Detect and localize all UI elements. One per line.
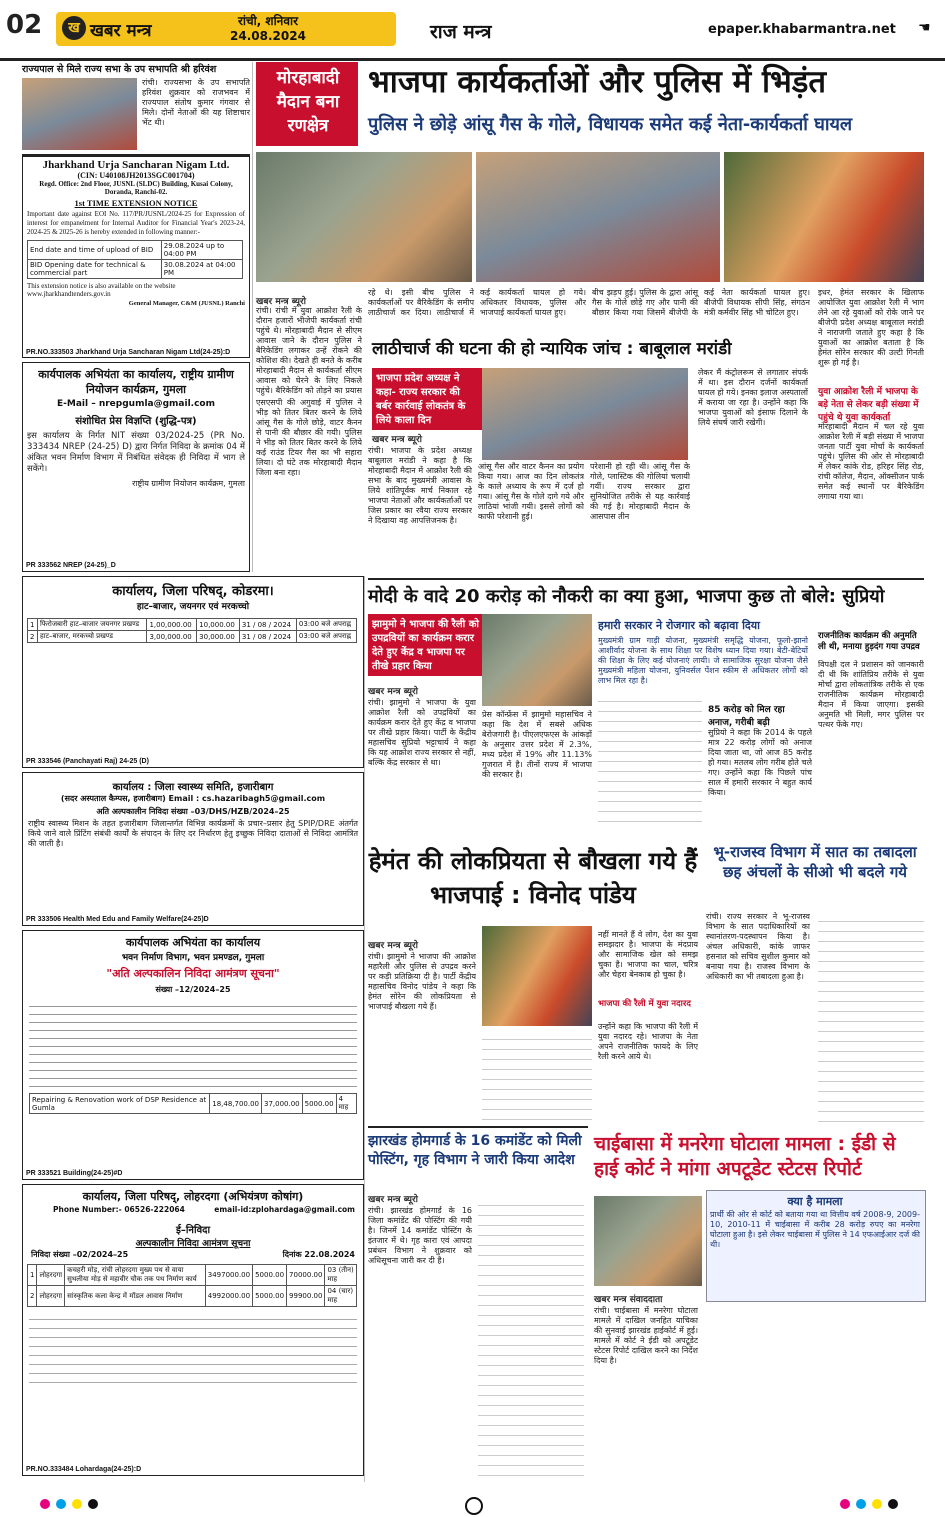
- ad-bcd-ref: संख्या –12/2024–25: [155, 985, 231, 994]
- registration-dot: [72, 1499, 82, 1509]
- sub1-byline: खबर मन्त्र ब्यूरो: [372, 435, 422, 445]
- print-footer: [0, 1493, 945, 1517]
- sub1-red-box: भाजपा प्रदेश अध्यक्ष ने कहा- राज्य सरकार की बर्बर कार्रवाई लोकतंत्र के लिये काला दिन: [372, 368, 482, 430]
- sub1-right-body: मोरहाबादी मैदान में चल रहे युवा आक्रोश रैली में बड़ी संख्या में भाजपा जनता पार्टी युवा मोर्चा के कार्यकर्ता पहुंचे। पुलिस की ओर से मोरहाबादी में लेकर कांके रोड, हरिहर सिंह रोड, रांची कॉलेज, मैदान, ऑक्सीजन पार्क समेत कई स्थानों पर बैरिकेडिंग लगाया गया था।: [818, 422, 924, 501]
- lead-photo-2: [476, 152, 720, 282]
- ad-lohardaga-refline: [23, 1249, 363, 1260]
- table-cell: 2: [28, 1286, 37, 1307]
- sub6-photo: [594, 1196, 702, 1286]
- sub2-side-title: हमारी सरकार ने रोजगार को बढ़ावा दिया: [598, 619, 760, 632]
- table-cell: 2: [28, 631, 38, 643]
- registration-dot: [88, 1499, 98, 1509]
- sub2-right-title: राजनीतिक कार्यक्रम की अनुमति ली थी, मनाया हुड़दंग गया उपद्रव: [818, 631, 920, 652]
- ad-bcd-notice: "अति अल्पकालिन निविदा आमंत्रण सूचना": [106, 967, 280, 980]
- sub3-body-lines: [482, 1030, 592, 1122]
- table-cell: 31 / 08 / 2024: [239, 631, 296, 643]
- table-cell: 3,00,000.00: [147, 631, 197, 643]
- registration-dot: [40, 1499, 50, 1509]
- lead-body-4: बीच झड़प हुई। पुलिस के द्वारा आंसू गैस के गोले छोड़े गए और पानी की बौछार किया गया जिसमें बीजेपी के कई नेता कार्यकर्ता घायल हुए। बीजेपी विधायक सीपी सिंह, संगठन मंत्री कर्मवीर सिंह भी चोटिल हुए।: [592, 288, 810, 317]
- ad-nrep-email: E-Mail – nrepgumla@gmail.com: [56, 399, 215, 409]
- section-title: राज मन्त्र: [430, 21, 492, 43]
- lead-subhead: पुलिस ने छोड़े आंसू गैस के गोले, विधायक समेत कई नेता-कार्यकर्ता घायल: [368, 114, 853, 135]
- brief-title: राज्यपाल से मिले राज्य सभा के उप सभापति श्री हरिवंश: [22, 64, 217, 75]
- column-rule: [364, 576, 365, 1482]
- table-cell: लोहरदगा: [37, 1286, 65, 1307]
- ad-jusnl-address: Regd. Office: 2nd Floor, JUSNL (SLDC) Building, Kusai Colony, Doranda, Ranchi-02.: [39, 180, 233, 196]
- sub2-red-box: झामुमो ने भाजपा की रैली को उपद्रवियों का कार्यक्रम करार देते हुए केंद्र व भाजपा पर तीखे प्रहार किया: [368, 614, 484, 676]
- sub5-byline: खबर मन्त्र ब्यूरो: [368, 1195, 418, 1205]
- ad-lohardaga-subtitle: ई–निविदा: [175, 1225, 211, 1236]
- sub4-headline: भू-राजस्व विभाग में सात का तबादला छह अंचलों के सीओ भी बदले गये: [713, 843, 917, 881]
- table-cell: फिरोजबारी हाट–बाजार जयनगर प्रखण्ड: [37, 619, 147, 631]
- table-cell: 3497000.00: [205, 1265, 252, 1286]
- sub1-headline: लाठीचार्ज की घटना की हो न्यायिक जांच : बाबूलाल मरांडी: [372, 339, 732, 359]
- sub2-body-3-lines: [598, 692, 702, 828]
- table-row: [28, 619, 357, 631]
- sub6-box-body: प्रार्थी की ओर से कोर्ट को बताया गया था वित्तीय वर्ष 2008-9, 2009-10, 2010-11 में चाईबासा में करीब 28 करोड़ रुपए का मनरेगा घोटाला हुआ है। इसे लेकर चाईबासा में पुलिस ने 14 एफआईआर दर्ज की थी।: [710, 1210, 920, 1249]
- sub1-photo: [482, 368, 688, 460]
- ad-jusnl-row2-value: 30.08.2024 at 04:00 PM: [161, 260, 242, 279]
- sub6-body: रांची। चाईबासा में मनरेगा घोटाला मामले में दाखिल जनहित याचिका की सुनवाई झारखंड हाईकोर्ट में हुई। मामले में कोर्ट ने ईडी को अपटूडेट स्टेटस रिपोर्ट दाखिल करने का निर्देश दिया है।: [594, 1306, 698, 1365]
- sub1-body-1: रांची। भाजपा के प्रदेश अध्यक्ष बाबूलाल मरांडी ने कहा है कि मोरहाबादी मैदान में आक्रोश रैली की सभा के बाद मुख्यमंत्री आवास के लिये शांतिपूर्वक मार्च निकाल रहे भाजपा नेताओं और कार्यकर्ताओं पर जिस प्रकार का रवैया राज्य सरकार ने दिखाया वह आपत्तिजनक है।: [368, 446, 472, 525]
- sub2-mini-body: सुप्रियो ने कहा कि 2014 के पहले मात्र 22 करोड़ लोगों को अनाज दिया जाता था, जो आज 85 करोड़ हो गया। मतलब लोग गरीब होते चले गए। उन्होंने कहा कि पिछले पांच साल में हमारी सरकार ने बहुत कार्य किया।: [708, 728, 812, 797]
- sub2-mini-title: 85 करोड़ को मिल रहा अनाज, गरीबी बढ़ी: [708, 705, 785, 728]
- sub3-body-2: नहीं मानते हैं वे लोग, देश का युवा समझदार है। भाजपा के मंदप्राय और सामाजिक खेल को समझ चुका है। भाजपा का चाल, चरित्र और चेहरा बेनकाब हो चुका है।: [598, 930, 698, 979]
- header-city-day: रांची, शनिवार: [237, 14, 299, 28]
- table-cell: 10,000.00: [197, 619, 240, 631]
- brand-name: खबर मन्त्र: [90, 21, 152, 41]
- ad-lohardaga-notice: अल्पकालीन निविदा आमंत्रण सूचना: [135, 1239, 251, 1249]
- ad-lohardaga-ref: निविदा संख्या –02/2024–25: [31, 1250, 129, 1259]
- sub6-box-title: क्या है मामला: [787, 1195, 843, 1208]
- table-cell: 03:00 बजे अपराह्न: [296, 631, 356, 643]
- table-cell: 03:00 बजे अपराह्न: [296, 619, 356, 631]
- sub5-headline: झारखंड होमगार्ड के 16 कमांडेंट को मिली पोस्टिंग, गृह विभाग ने जारी किया आदेश: [368, 1133, 582, 1168]
- ad-dhs-hazaribagh: [22, 772, 364, 926]
- ad-jusnl-table: [27, 240, 243, 279]
- sub2-photo: [482, 614, 592, 706]
- table-cell: लोहरदगा: [37, 1265, 65, 1286]
- lead-body-3: रहे थे। इसी बीच पुलिस ने कार्यकर्ताओं पर बैरिकेडिंग के समीप लाठीचार्ज कर दिया। लाठीचार्ज में कई कार्यकर्ता घायल हो गये। अधिकतर विधायक, पुलिस और भाजपाई कार्यकर्ता घायल हुए।: [368, 288, 586, 317]
- sub2-rule: [368, 578, 924, 580]
- ad-lohardaga-email: email-id:zplohardaga@gmail.com: [214, 1205, 355, 1214]
- ad-dhs-body: राष्ट्रीय स्वास्थ्य मिशन के तहत हजारीबाग जिलान्तर्गत विभिन्न कार्यक्रमों के प्रचार–प्रसार हेतु SPIP/DRE अंतर्गत किये जाने वाले प्रिंटिंग संबंधी कार्यों के संपादन के लिए दर निर्धारण हेतु इच्छुक निविदा दाताओं से निविदा आमंत्रित की जाती है।: [28, 819, 358, 848]
- sub5-body: रांची। झारखंड होमगार्ड के 16 जिला कमांडेंट की पोस्टिंग की गयी है। जिनमें 14 कमांडेंट पोस्टिंग के इंतजार में थे। गृह कारा एवं आपदा प्रबंधन विभाग ने शुक्रवार को अधिसूचना जारी कर दी है।: [368, 1206, 472, 1265]
- sub4-body-lines: [818, 912, 924, 1122]
- brief-body: रांची। राज्यसभा के उप सभापति हरिवंश शुक्रवार को राजभवन में राज्यपाल संतोष कुमार गंगवार से मिले। दोनों नेताओं की यह शिष्टाचार भेंट थी।: [142, 78, 250, 127]
- table-cell: 70000.00: [287, 1265, 325, 1286]
- ad-koderma-pr: PR 333546 (Panchayati Raj) 24-25 (D): [26, 758, 149, 765]
- ad-bcd-title: कार्यपालक अभियंता का कार्यालय: [125, 936, 261, 949]
- sub6-body-lines: [706, 1306, 924, 1480]
- sub6-headline: चाईबासा में मनरेगा घोटाला मामला : ईडी से हाई कोर्ट ने मांगा अपटूडेट स्टेटस रिपोर्ट: [594, 1133, 896, 1180]
- ad-nrep-pr: PR 333562 NREP (24-25)_D: [26, 562, 116, 569]
- ad-jusnl: [22, 156, 250, 358]
- table-row: [28, 631, 357, 643]
- lead-photo-3: [724, 152, 924, 282]
- table-cell: 5000.00: [253, 1286, 287, 1307]
- lead-headline: भाजपा कार्यकर्ताओं और पुलिस में भिड़ंत: [368, 64, 827, 100]
- table-row: [28, 1265, 357, 1286]
- registration-dot: [888, 1499, 898, 1509]
- ad-dhs-pr: PR 333506 Health Med Edu and Family Welfare(24-25)D: [26, 916, 209, 923]
- ad-nrep-sign: राष्ट्रीय ग्रामीण नियोजन कार्यक्रम, गुमला: [132, 479, 245, 488]
- ad-zp-lohardaga: [22, 1184, 364, 1476]
- page-number: 02: [6, 10, 43, 40]
- ad-bcd-table: [29, 1093, 357, 1114]
- ad-jusnl-footer: This extension notice is also available on the website www.jharkhandtenders.gov.in: [27, 282, 176, 298]
- table-cell: 30,000.00: [197, 631, 240, 643]
- table-cell: 04 (चार) माह: [325, 1286, 357, 1307]
- sub5-body-lines: [478, 1196, 584, 1480]
- ad-bcd-pr: PR 333521 Building(24-25)#D: [26, 1170, 123, 1177]
- table-cell: 1: [28, 1265, 37, 1286]
- ad-jusnl-row2-label: BID Opening date for technical & commercial part: [28, 260, 162, 279]
- brief-photo: [22, 78, 137, 150]
- ad-jusnl-row1-label: End date and time of upload of BID: [28, 241, 162, 260]
- table-cell: सांस्कृतिक कला केन्द्र में मॉडल आवास निर्माण: [65, 1286, 206, 1307]
- registration-target-icon: [465, 1497, 483, 1515]
- ad-dhs-notice: अति अल्पकालीन निविदा संख्या –03/DHS/HZB/2024–25: [96, 807, 290, 816]
- lead-body-2: एसएसपी की अगुवाई में पुलिस ने भीड़ को तितर बितर करने के लिये आंसू गैस के गोले छोड़े, वाटर कैनन से पानी की बौछार की गयी। पुलिस ने भीड़ को तितर बितर करने के लिये कई राउंड टियर गैस का भी सहारा लिया। दो घंटे तक मोरहाबादी मैदान जिला बना रहा।: [256, 398, 362, 477]
- ad-jusnl-sign: General Manager, C&M (JUSNL) Ranchi: [128, 300, 245, 307]
- ad-jusnl-title: Jharkhand Urja Sancharan Nigam Ltd.: [42, 159, 230, 171]
- ad-lohardaga-lines: [29, 1311, 357, 1391]
- sub1-body-2: आंसू गैस और वाटर कैनन का प्रयोग किया गया। आज का दिन लोकतंत्र के काले अध्याय के रूप में दर्ज हो गया। आंसू गैस के गोले दागे गये और लाठियां भांजी गयी। इससे लोगों को काफी परेशानी हुई।: [478, 462, 584, 521]
- ad-bcd-period: 4 माह: [336, 1094, 356, 1114]
- lead-byline: खबर मन्त्र ब्यूरो: [256, 297, 306, 307]
- table-row: [28, 1286, 357, 1307]
- ad-lohardaga-phone: Phone Number:- 06526-222064: [53, 1205, 185, 1214]
- epaper-link[interactable]: epaper.khabarmantra.net: [708, 22, 896, 37]
- ad-jusnl-pr: PR.NO.333503 Jharkhand Urja Sancharan Nigam Ltd(24-25):D: [26, 349, 231, 356]
- ad-bcd-lines: [29, 999, 357, 1089]
- brand-logo-icon: ख: [62, 16, 86, 40]
- sub6-byline: खबर मन्त्र संवाददाता: [594, 1295, 663, 1305]
- brief-box: [22, 62, 250, 156]
- sub3-body-1: रांची। झामुमो ने भाजपा की आक्रोश महारैली और पुलिस से उपद्रव करने पर कड़ी प्रतिक्रिया दी है। पार्टी केंद्रीय महासचिव विनोद पांडेय ने कहा कि हेमंत सोरेन की लोकप्रियता से भाजपाई बौखला गये हैं।: [368, 952, 476, 1011]
- column-rule: [252, 62, 253, 572]
- ad-jusnl-row1-value: 29.08.2024 up to 04:00 PM: [161, 241, 242, 260]
- lead-kicker: मोरहाबादी मैदान बना रणक्षेत्र: [276, 68, 340, 136]
- sub1-body-3: परेशानी हो रही थी। आंसू गैस के गोले, प्लास्टिक की गोलियां चलायी गयीं। राज्य सरकार द्वारा सुनियोजित तरीके से यह कार्रवाई की गई है। मोरहाबादी मैदान के आसपास तीन: [590, 462, 690, 521]
- ad-nrep-title: कार्यपालक अभियंता का कार्यालय, राष्ट्रीय ग्रामीण नियोजन कार्यक्रम, गुमला: [38, 368, 234, 396]
- lead-photo-1: [256, 152, 472, 282]
- sub2-byline: खबर मन्त्र ब्यूरो: [368, 687, 418, 697]
- ad-lohardaga-pr: PR.NO.333484 Lohardaga(24-25):D: [26, 1466, 142, 1473]
- table-cell: 1: [28, 619, 38, 631]
- table-cell: 1,00,000.00: [147, 619, 197, 631]
- header-date: 24.08.2024: [230, 29, 306, 43]
- ad-dhs-title: कार्यालय : जिला स्वास्थ्य समिति, हजारीबाग: [112, 782, 274, 793]
- ad-zp-koderma: [22, 576, 364, 768]
- header-dateline: [208, 14, 328, 44]
- ad-bcd-gumla: [22, 930, 364, 1180]
- sub3-photo: [482, 926, 592, 1026]
- registration-dot: [840, 1499, 850, 1509]
- lead-body-1: रांची। रांची में युवा आक्रोश रैली के दौरान हजारों भीजेपी कार्यकर्ता रांची पहुंचे थे। मोरहाबादी मैदान से सीएम आवास जाने के दौरान पुलिस ने बैरिकेडिंग लगाकर उन्हें रोकने की कोशिश की। देखते ही बनते के करीब मोरहाबादी मैदान से कार्यकर्ता सीएम आवास को घेरने के लिए निकले पहुंचे। बैरिकेडिंग को तोड़ने का प्रयास: [256, 306, 362, 395]
- sub2-side-body: मुख्यमंत्री ग्राम गाड़ी योजना, मुख्यमंत्री समृद्धि योजना, फूलो-झानो आशीर्वाद योजना के साथ शिक्षा पर विशेष ध्यान दिया गया। बेटी-बेटियों की शिक्षा के लिए कई योजनाएं लायी। जे सामाजिक सुरक्षा योजना जैसे मुख्यमंत्री महिला योजना, युनिवर्सल पेंशन स्कीम से अधिकतर लोगों को लाभ मिल रहा है।: [598, 636, 808, 685]
- ad-bcd-subtitle: भवन निर्माण विभाग, भवन प्रमण्डल, गुमला: [121, 953, 265, 963]
- table-cell: 5000.00: [253, 1265, 287, 1286]
- sub3-red-sub: भाजपा की रैली में युवा नदारद: [598, 999, 691, 1009]
- ad-nrep-body: इस कार्यालय के निर्गत NIT संख्या 03/2024-25 (PR No. 333434 NREP (24-25) D) द्वारा निर्गत निविदा के क्रमांक 04 में अंकित भवन निर्माण विभाग में निबंधित संवेदक ही निविदा में भाग ले सकेंगे।: [27, 431, 245, 474]
- ad-dhs-subtitle: (सदर अस्पताल कैम्पस, हजारीबाग) Email : cs.hazaribagh5@gmail.com: [60, 794, 326, 803]
- ad-lohardaga-table: [27, 1264, 357, 1307]
- ad-koderma-subtitle: हाट–बाजार, जयनगर एवं मरकच्चो: [136, 602, 250, 612]
- sub3-byline: खबर मन्त्र ब्यूरो: [368, 941, 418, 951]
- table-cell: 03 (तीन) माह: [325, 1265, 357, 1286]
- sub1-body-4: लेकर मैं कंट्रोलरूम से लगातार संपर्क में था। इस दौरान दर्जनों कार्यकर्ता घायल हो गये। इनका इलाज अस्पतालों में कराया जा रहा है। उन्होंने कहा कि भाजपा युवाओं को इंसाफ दिलाने के लिये संघर्ष जारी रखेगी।: [698, 368, 808, 427]
- sub2-body-2: प्रेस कॉन्फ्रेंस में झामुमो महासचिव ने कहा कि देश में सबसे अधिक बेरोजगारी है। पीएलएफएस के आंकड़ों के अनुसार उत्तर प्रदेश में 2.3%, मध्य प्रदेश में 19% और 11.13% गुजरात में है। तीनों राज्य में भाजपा की सरकार है।: [482, 710, 592, 779]
- ad-nrep-gumla: [22, 362, 250, 572]
- sub2-right-body: विपक्षी दल ने प्रशासन को जानकारी दी थी कि शांतिप्रिय तरीके से युवा मोर्चा द्वारा लोकतांत्रिक तरीके से एक राजनीतिक कार्यक्रम मोरहाबादी मैदान में किया जाएगा। इसकी अनुमति भी मिली, मगर पुलिस पर पत्थर फेंके गए।: [818, 660, 924, 729]
- ad-bcd-cost: 5000.00: [302, 1094, 336, 1114]
- ad-jusnl-cin: (CIN: U40108JH2013SGC001704): [77, 171, 195, 180]
- lead-body-5: इधर, हेमंत सरकार के खिलाफ आयोजित युवा आक्रोश रैली में भाग लेने आ रहे युवाओं को रोके जाने पर बीजेपी प्रदेश अध्यक्ष बाबूलाल मरांडी ने नाराजगी जताते हुए कहा है कि युवाओं का आक्रोश बताता है कि हेमंत सोरेन सरकार की उल्टी गिनती शुरू हो गई है।: [818, 288, 924, 367]
- ad-jusnl-body: Important date against EOI No. 117/PR/JUSNL/2024-25 for Expression of interest for empanelment for Internal Auditor for Financial Year's 2023-24, 2024-25 & 2025-26 is hereby extended in following manner:-: [27, 210, 245, 236]
- ad-koderma-table: [27, 618, 357, 643]
- ad-bcd-work: Repairing & Renovation work of DSP Residence at Gumla: [30, 1094, 210, 1114]
- ad-nrep-subtitle: संशोधित प्रेस विज्ञप्ति (शुद्धि-पत्र): [75, 416, 197, 427]
- registration-dot: [872, 1499, 882, 1509]
- sub3-headline: हेमंत की लोकप्रियता से बौखला गये हैं भाजपाई : विनोद पांडेय: [368, 847, 698, 909]
- ad-bcd-amount: 18,48,700.00: [210, 1094, 262, 1114]
- sub2-body-1: रांची। झामुमो ने भाजपा के युवा आक्रोश रैली को उपद्रवियों का कार्यक्रम करार देते हुए केंद्र व भाजपा पर तीखे प्रहार किया। पार्टी के केंद्रीय महासचिव सुप्रियो भट्टाचार्य ने कहा कि यह आक्रोश राज्य सरकार से नहीं, बल्कि केंद्र सरकार से था।: [368, 698, 476, 767]
- ad-koderma-title: कार्यालय, जिला परिषद्, कोडरमा।: [112, 584, 274, 599]
- sub5-rule: [368, 1126, 588, 1128]
- registration-dot: [56, 1499, 66, 1509]
- ad-lohardaga-title: कार्यालय, जिला परिषद्, लोहरदगा (अभियंत्रण कोषांग): [82, 1190, 304, 1203]
- sub4-body: रांची। राज्य सरकार ने भू-राजस्व विभाग के सात पदाधिकारियों का स्थानांतरण-पदस्थापन किया है। अंचल अधिकारी, कांके जाफर हसनात को सचिव सुशील कुमार को बनाया गया है। राजस्व विभाग के अधिकारी का भी तबादला हुआ है।: [706, 912, 810, 981]
- ad-lohardaga-date: दिनांक 22.08.2024: [282, 1250, 355, 1259]
- table-cell: 31 / 08 / 2024: [239, 619, 296, 631]
- registration-dot: [856, 1499, 866, 1509]
- table-cell: 4992000.00: [205, 1286, 252, 1307]
- sub2-headline: मोदी के वादे 20 करोड़ को नौकरी का क्या हुआ, भाजपा कुछ तो बोले: सुप्रियो: [368, 586, 885, 607]
- pointer-icon: ☚: [918, 20, 931, 36]
- sub3-body-3: उन्होंने कहा कि भाजपा की रैली में युवा नदारद रहे। भाजपा के नेता अपने राजनीतिक फायदे के लिए रैली करने आये थे।: [598, 1022, 698, 1061]
- table-cell: कचहरी मोड़, रांची लोहरदगा मुख्य पथ से वाया सुथलीया मोड़ से महावीर चौक तक पथ निर्माण कार्य: [65, 1265, 206, 1286]
- table-cell: हाट–बाजार, मरकच्चो प्रखण्ड: [37, 631, 147, 643]
- table-cell: 99900.00: [287, 1286, 325, 1307]
- sub1-right-red: युवा आक्रोश रैली में भाजपा के बड़े नेता से लेकर बड़ी संख्या में पहुंचे थे युवा कार्यकर्ता: [818, 387, 919, 423]
- ad-bcd-earnest: 37,000.00: [262, 1094, 303, 1114]
- ad-jusnl-notice: 1st TIME EXTENSION NOTICE: [74, 198, 198, 208]
